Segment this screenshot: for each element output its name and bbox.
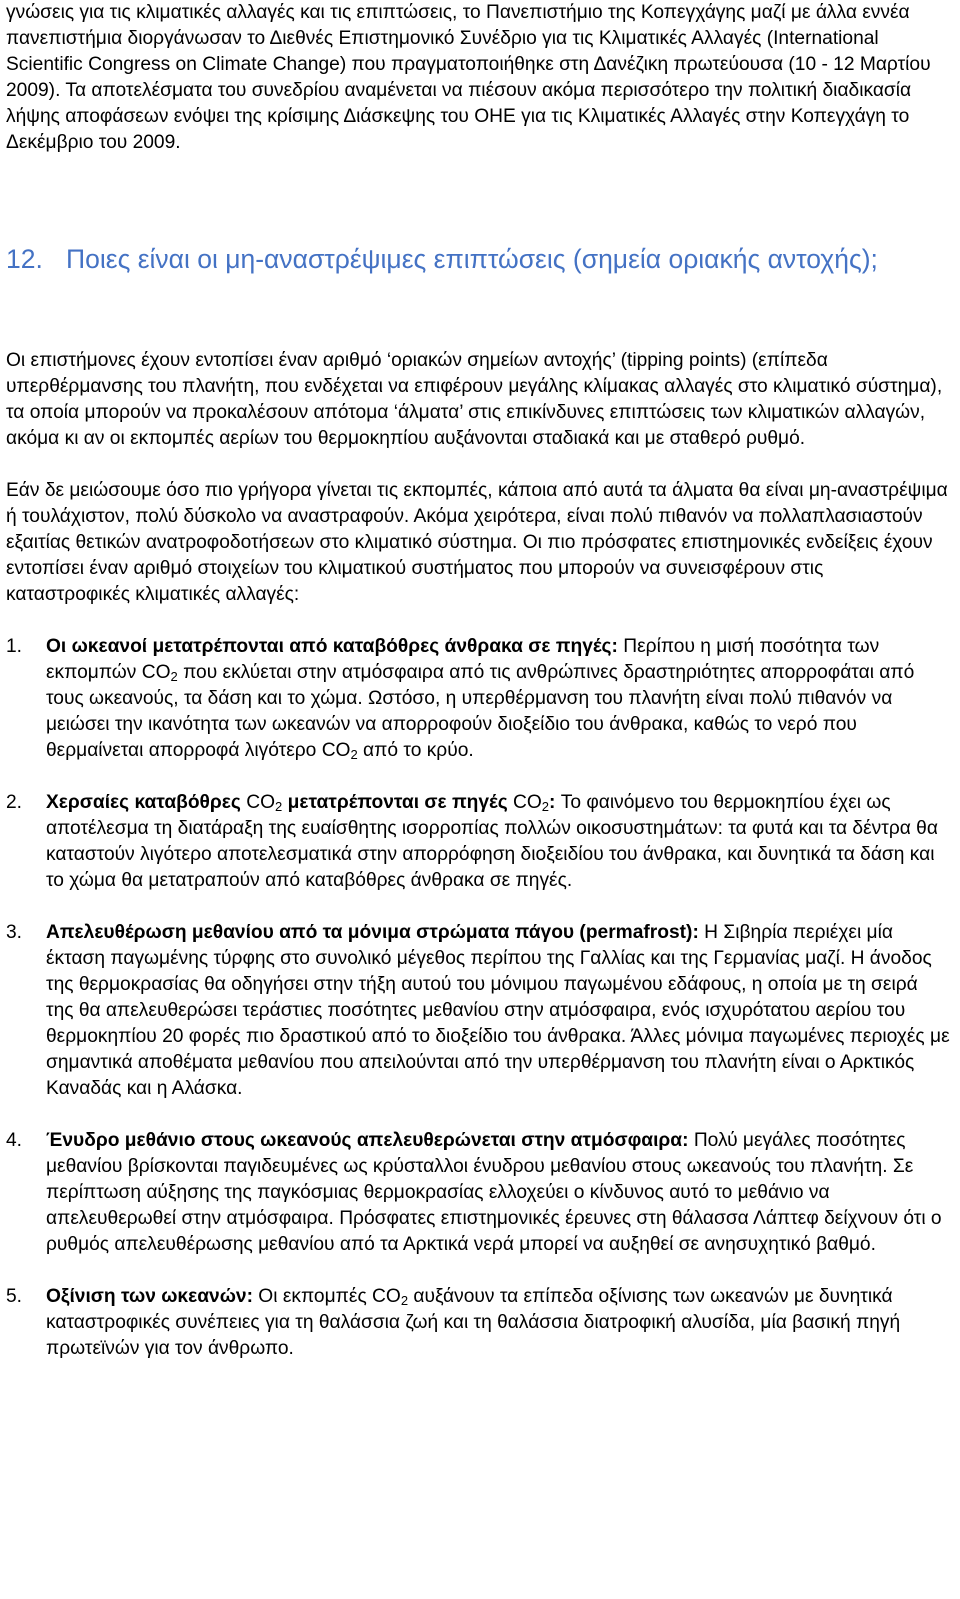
list-item-title: Οι ωκεανοί μετατρέπονται από καταβόθρες άνθρακα σε πηγές: [46, 636, 618, 657]
co2-formula: $CO_2$ [321, 740, 358, 762]
feedback-list [6, 634, 950, 1362]
paragraph-tipping-points: Οι επιστήμονες έχουν εντοπίσει έναν αριθμό ‘οριακών σημείων αντοχής’ (tipping points) (επίπεδα υπερθέρμανσης του πλανήτη, που ενδέχεται να επιφέρουν μεγάλης κλίμακας αλλαγές στο κλιματικό σύστημα), τα οποία μπορούν να προκαλέσουν απότομα ‘άλματα’ στις επικίνδυνες επιπτώσεις των κλιματικών αλλαγών, ακόμα κι αν οι εκπομπές αερίων του θερμοκηπίου αυξάνονται σταδιακά και με σταθερό ρυθμό. [6, 350, 943, 449]
list-number: 2. [6, 792, 23, 813]
list-number: 5. [6, 1286, 23, 1307]
list-number: 4. [6, 1130, 23, 1151]
co2-formula: $CO_2$ [372, 1286, 409, 1308]
intro-paragraph: γνώσεις για τις κλιματικές αλλαγές και τις επιπτώσεις, το Πανεπιστήμιο της Κοπεγχάγης μαζί με άλλα εννέα πανεπιστήμια διοργάνωσαν το Διεθνές Επιστημονικό Συνέδριο για τις Κλιματικές Αλλαγές (International Scientific Congress on Climate Change) που πραγματοποιήθηκε στη Δανέζικη πρωτεύουσα (10 - 12 Μαρτίου 2009). Τα αποτελέσματα του συνεδρίου αναμένεται να πιέσουν ακόμα περισσότερο την πολιτική διαδικασία λήψης αποφάσεων ενόψει της κρίσιμης Διάσκεψης του ΟΗΕ για τις Κλιματικές Αλλαγές στην Κοπεγχάγη το Δεκέμβριο του 2009. [6, 2, 931, 153]
list-item-text: Το φαινόμενο του θερμοκηπίου έχει ως αποτέλεσμα τη διατάραξη της ευαίσθητης ισορροπίας πολλών οικοσυστημάτων: τα φυτά και τα δέντρα θα καταστούν λιγότερο αποτελεσματικά στην απορρόφηση διοξειδίου του άνθρακα, και δυνητικά τα δάση και το χώμα θα μετατραπούν από καταβόθρες άνθρακα σε πηγές. [46, 792, 938, 891]
document-page [6, 0, 950, 1388]
list-item-oceans [6, 634, 950, 764]
list-number: 1. [6, 636, 23, 657]
list-item-land-sinks [6, 790, 950, 894]
list-number: 3. [6, 922, 23, 943]
co2-formula: $CO_2$ [141, 662, 178, 684]
list-item-text: από το κρύο. [357, 740, 474, 761]
list-item-text: Περίπου η μισή ποσότητα των εκπομπών [46, 636, 880, 683]
list-item-title: Χερσαίες καταβόθρες [46, 792, 241, 813]
list-item-title: μετατρέπονται σε πηγές [287, 792, 508, 813]
co2-formula: $CO_2$ [246, 792, 283, 814]
co2-formula: $CO_2$ [513, 792, 550, 814]
list-item-title: Ένυδρο μεθάνιο στους ωκεανούς απελευθερώνεται στην ατμόσφαιρα: [46, 1130, 689, 1151]
list-item-text: που εκλύεται στην ατμόσφαιρα από τις ανθρώπινες δραστηριότητες απορροφάται από τους ωκεανούς, τα δάση και το χώμα. Ωστόσο, η υπερθέρμανση του πλανήτη είναι πολύ πιθανόν να μειώσει την ικανότητα των ωκεανών να απορροφούν διοξείδιο του άνθρακα, καθώς το νερό που θερμαίνεται απορροφά λιγότερο [46, 662, 915, 761]
section-number: 12. [6, 244, 43, 274]
list-item-text: αυξάνουν τα επίπεδα οξίνισης των ωκεανών με δυνητικά καταστροφικές συνέπειες για τη θαλάσσια ζωή και τη θαλάσσια διατροφική αλυσίδα, μία βασική πηγή πρωτεϊνών για τον άνθρωπο. [46, 1286, 901, 1359]
list-item-text: Πολύ μεγάλες ποσότητες μεθανίου βρίσκονται παγιδευμένες ως κρύσταλλοι ένυδρου μεθανίου στους ωκεανούς του πλανήτη. Σε περίπτωση αύξησης της παγκόσμιας θερμοκρασίας ελλοχεύει ο κίνδυνος αυτό το μεθάνιο να απελευθερωθεί στην ατμόσφαιρα. Πρόσφατες επιστημονικές έρευνες στη θάλασσα Λάπτεφ δείχνουν ότι ο ρυθμός απελευθέρωσης μεθανίου από τα Αρκτικά νερά μπορεί να αυξηθεί σε ανησυχητικό βαθμό. [46, 1130, 942, 1255]
list-item-methane-hydrates [6, 1128, 950, 1258]
list-item-title: Απελευθέρωση μεθανίου από τα μόνιμα στρώματα πάγου (permafrost): [46, 922, 699, 943]
paragraph-irreversible: Εάν δε μειώσουμε όσο πιο γρήγορα γίνεται τις εκπομπές, κάποια από αυτά τα άλματα θα είναι μη-αναστρέψιμα ή τουλάχιστον, πολύ δύσκολο να αναστραφούν. Ακόμα χειρότερα, είναι πολύ πιθανόν να πολλαπλασιαστούν εξαιτίας θετικών ανατροφοδοτήσεων στο κλιματικό σύστημα. Οι πιο πρόσφατες επιστημονικές ενδείξεις έχουν εντοπίσει έναν αριθμό στοιχείων του κλιματικού συστήματος που μπορούν να συνεισφέρουν στις καταστροφικές κλιματικές αλλαγές: [6, 480, 948, 605]
section-heading [6, 244, 950, 275]
list-item-permafrost [6, 920, 950, 1102]
list-item-title: Οξίνιση των ωκεανών: [46, 1286, 253, 1307]
list-item-acidification [6, 1284, 950, 1362]
list-item-text: Η Σιβηρία περιέχει μία έκταση παγωμένης τύρφης στο συνολικό μέγεθος περίπου της Γαλλίας και της Γερμανίας μαζί. Η άνοδος της θερμοκρασίας θα οδηγήσει στην τήξη αυτού του μόνιμου παγωμένου εδάφους, η οποία με τη σειρά της θα απελευθερώσει τεράστιες ποσότητες μεθανίου στην ατμόσφαιρα, ενός ισχυρότατου αερίου του θερμοκηπίου 20 φορές πιο δραστικού από το διοξείδιο του άνθρακα. Άλλες μόνιμα παγωμένες περιοχές με σημαντικά αποθέματα μεθανίου που απειλούνται από την υπερθέρμανση του πλανήτη είναι ο Αρκτικός Καναδάς και η Αλάσκα. [46, 922, 950, 1099]
list-item-title: : [549, 792, 556, 813]
section-title: Ποιες είναι οι μη-αναστρέψιμες επιπτώσεις (σημεία οριακής αντοχής); [66, 244, 878, 274]
list-item-text: Οι εκπομπές [252, 1286, 373, 1307]
